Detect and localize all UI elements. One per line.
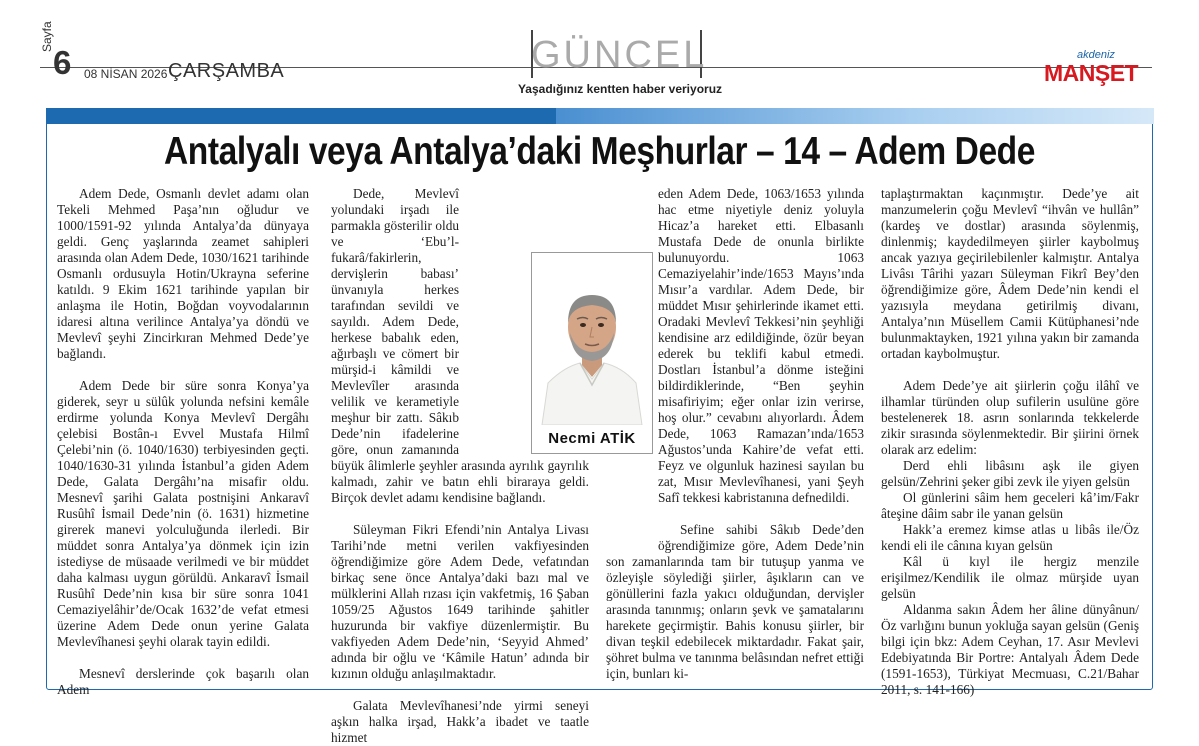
page-number: 6 (53, 44, 71, 81)
author-portrait-icon (534, 255, 650, 425)
poem-line: Derd ehli libâsını aşk ile giyen gelsün/Zehrini şeker gibi zevk ile yiyen gelsün (881, 458, 1139, 489)
paragraph: Adem Dede bir süre sonra Konya’ya giderek, seyr u sülûk yolunda nefsini kemâle erdirme yolunda Konya Mevlevî Dergâhı çelebisi Bostân-ı Evvel Mustafa Hilmî Çelebi’nin (ö. 1040/1630) terbiyesinden geçti. 1040/1630-31 yılında İstanbul’a giden Adem Dede, Galata Dergâhı’na misafir oldu. Mesnevî şarihi Galata postnişini Ankaravî Rusûhî İsmail Dede’nin (ö. 1631) hizmetine girerek manevi yolculuğunda ilerledi. Bir müddet sonra Antalya’ya dönmek için izin istediyse de müsaade verilmedi ve bir müddet daha kalması uygun görüldü. Ankaravî İsmail Rusûhî Dede’nin kısa bir süre sonra 1041 Cemaziyelâhir’de/Ocak 1632’de vefat etmesi üzerine Adem Dede onun yerine Galata Mevlevîhanesi şeyhi olarak tayin edildi. (57, 378, 309, 649)
section-title: GÜNCEL (531, 34, 708, 76)
paragraph: Galata Mevlevîhanesi’nde yirmi seneyi aşkın halka irşad, Hakk’a ibadet ve taatle hizmet (331, 698, 589, 745)
brand-logo-text: MANŞET (1044, 60, 1139, 86)
poem-line: Aldanma sakın Âdem her âline dünyânun/Öz varlığını bunun yokluğa sayan gelsün (Geniş bilgi için bkz: Adem Ceyhan, 17. Asır Mevlevi Edebiyatında Bir Portre: Antalyalı Âdem Dede (1591-1653), Türkiyat Mecmuası, C.21/Bahar 2011, s. 141-166) (881, 602, 1139, 697)
article-top-bar (46, 108, 1153, 124)
poem-line: Hakk’a eremez kimse atlas u libâs ile/Öz kendi eli ile cânına kıyan gelsün (881, 522, 1139, 553)
article-headline: Antalyalı veya Antalya’daki Meşhurlar – 14 – Adem Dede (164, 130, 1035, 173)
top-bar-solid (46, 108, 556, 124)
brand-small-text: akdeniz (1077, 49, 1115, 61)
issue-day: ÇARŞAMBA (168, 60, 285, 82)
article-column-1 (57, 186, 309, 698)
poem-line: Ol günlerini sâim hem geceleri kâ’im/Fakr âteşine dâim sabr ile yanan gelsün (881, 490, 1139, 521)
paragraph: Adem Dede’ye ait şiirlerin çoğu ilâhî ve ilhamlar türünden olup sufilerin usulüne göre bestelenerek 18. asrın sonlarında tekkelerde zikir sırasında söylenmektedir. Bir şiirini örnek olarak arz edelim: (881, 378, 1139, 457)
author-name: Necmi ATİK (548, 430, 636, 447)
article-column-4 (881, 186, 1139, 698)
paragraph: Sefine sahibi Sâkıb Dede’den öğrendiğimize göre, Adem Dede’nin son zamanlarında tam bir tutuşup yanma ve özleyişle söylediği şiirler, âşıkların can ve gönüllerini fazla yakıcı olduğundan, dervişler arasında tanınmış; onların şevk ve şamatalarını harekete geçirmiştir. Bahis konusu şiirler, bir divan teşkil edebilecek miktardadır. Fakat şair, şöhret bulma ve tanınma belâsından nefret ettiği için, bunları ki- (606, 522, 864, 681)
poem (881, 458, 1139, 698)
top-bar-gradient (556, 108, 1154, 124)
masthead (0, 0, 1199, 108)
section-box (531, 30, 708, 110)
page-label: Sayfa (40, 21, 54, 52)
section-tagline: Yaşadığınız kentten haber veriyoruz (517, 82, 723, 96)
paragraph: eden Adem Dede, 1063/1653 yılında hac etme niyetiyle deniz yoluyla Hicaz’a hareket etti. Elbasanlı Mustafa Dede de onunla birlikte bulunuyordu. 1063 Cemaziyelahir’inde/1653 Mayıs’ında Mısır’a vardılar. Adem Dede, bir müddet Mısır şehirlerinde ikamet etti. Oradaki Mevlevî Tekkesi’nin şeyhliği kendisine arz edildiğinde, özür beyan ederek bu teklifi kabul etmedi. Dostları İstanbul’a dönme isteğini bildirdiklerinde, “Ben şeyhin misafiriyim; eğer onlar izin verirse, hoş olur.” cevabını alıyorlardı. Âdem Dede, 1063 Ramazan’ında/1653 Ağustos’unda Kahire’de vefat etti. Feyz ve olgunluk hazinesi sayılan bu zat, Mısır Mevlevîhanesi, yani Şeyh Safî tekkesi kabristanına defnedildi. (658, 186, 864, 505)
paragraph: Dede, Mevlevî yolundaki irşadı ile parmakla gösterilir oldu ve ‘Ebu’l-fukarâ/fakirlerin, dervişlerin babası’ ünvanıyla herkes tarafından sevildi ve sayıldı. Adem Dede, herkese babalık eden, ağırbaşlı ve cömert bir mürşid-i kâmildi ve Mevlevîler arasında velilik ve kerametiyle meşhur bir zattı. Sâkıb Dede’nin ifadelerine göre, onun zamanında büyük âlimlerle şeyhler arasında ayrılık gayrılık kalmadı, zahir ve batın ehli biraraya geldi. Birçok devlet adamı kendisine bağlandı. (331, 186, 589, 505)
paragraph: Adem Dede, Osmanlı devlet adamı olan Tekeli Mehmed Paşa’nın oğludur ve 1000/1591-92 yılında Antalya’da dünyaya geldi. Genç yaşlarında zeamet sahipleri arasında olan Adem Dede, 1030/1621 tarihinde Osmanlı ordusuyla Hotin/Ukrayna seferine katıldı. 9 Ekim 1621 tarihinde yapılan bir anlaşma ile Hotin, Boğdan voyvodalarının idaresi altına verilince Antalya’ya döndü ve Mevlevî şeyhi Zincirkıran Mehmed Dede’ye bağlandı. (57, 186, 309, 361)
paragraph: taplaştırmaktan kaçınmıştır. Dede’ye ait manzumelerin çoğu Mevlevî “ihvân ve hullân” (kardeş ve dostlar) arasında söylenmiş, dinlenmiş; kaydedilmeyen şiirler kaybolmuş ancak yazıya geçirilebilenler kalmıştır. Antalya Livâsı Târihi yazarı Süleyman Fikrî Bey’den öğrendiğimize göre, Âdem Dede’nin kendi el yazısıyla meydana getirilmiş divanı, Antalya’nın Müsellem Camii Kütüphanesi’nde bulunmaktayken, 1921 yılına yakın bir zamanda ortadan kaybolmuştur. (881, 186, 1139, 361)
paragraph: Mesnevî derslerinde çok başarılı olan Adem (57, 666, 309, 697)
poem-line: Kâl ü kıyl ile hergiz menzile erişilmez/Kendilik ile olmaz mürşide uyan gelsün (881, 554, 1139, 601)
author-photo (531, 252, 653, 454)
paragraph: Süleyman Fikri Efendi’nin Antalya Livası Tarihi’nde metni verilen vakfiyesinden öğrendiğimize göre Adem Dede, vefatından birkaç sene önce Antalya’daki bazı mal ve mülklerini Allah rızası için vakfetmiş, 16 Şaban 1059/25 Ağustos 1649 tarihinde şahitler huzurunda bir vakfiye düzenlermiştir. Bu vakfiyeden Adem Dede’nin, ‘Seyyid Ahmed’ adında bir oğlu ve ‘Kâmile Hatun’ adında bir kızının olduğu anlaşılmaktadır. (331, 522, 589, 681)
issue-date: 08 NİSAN 2026 (84, 67, 168, 81)
